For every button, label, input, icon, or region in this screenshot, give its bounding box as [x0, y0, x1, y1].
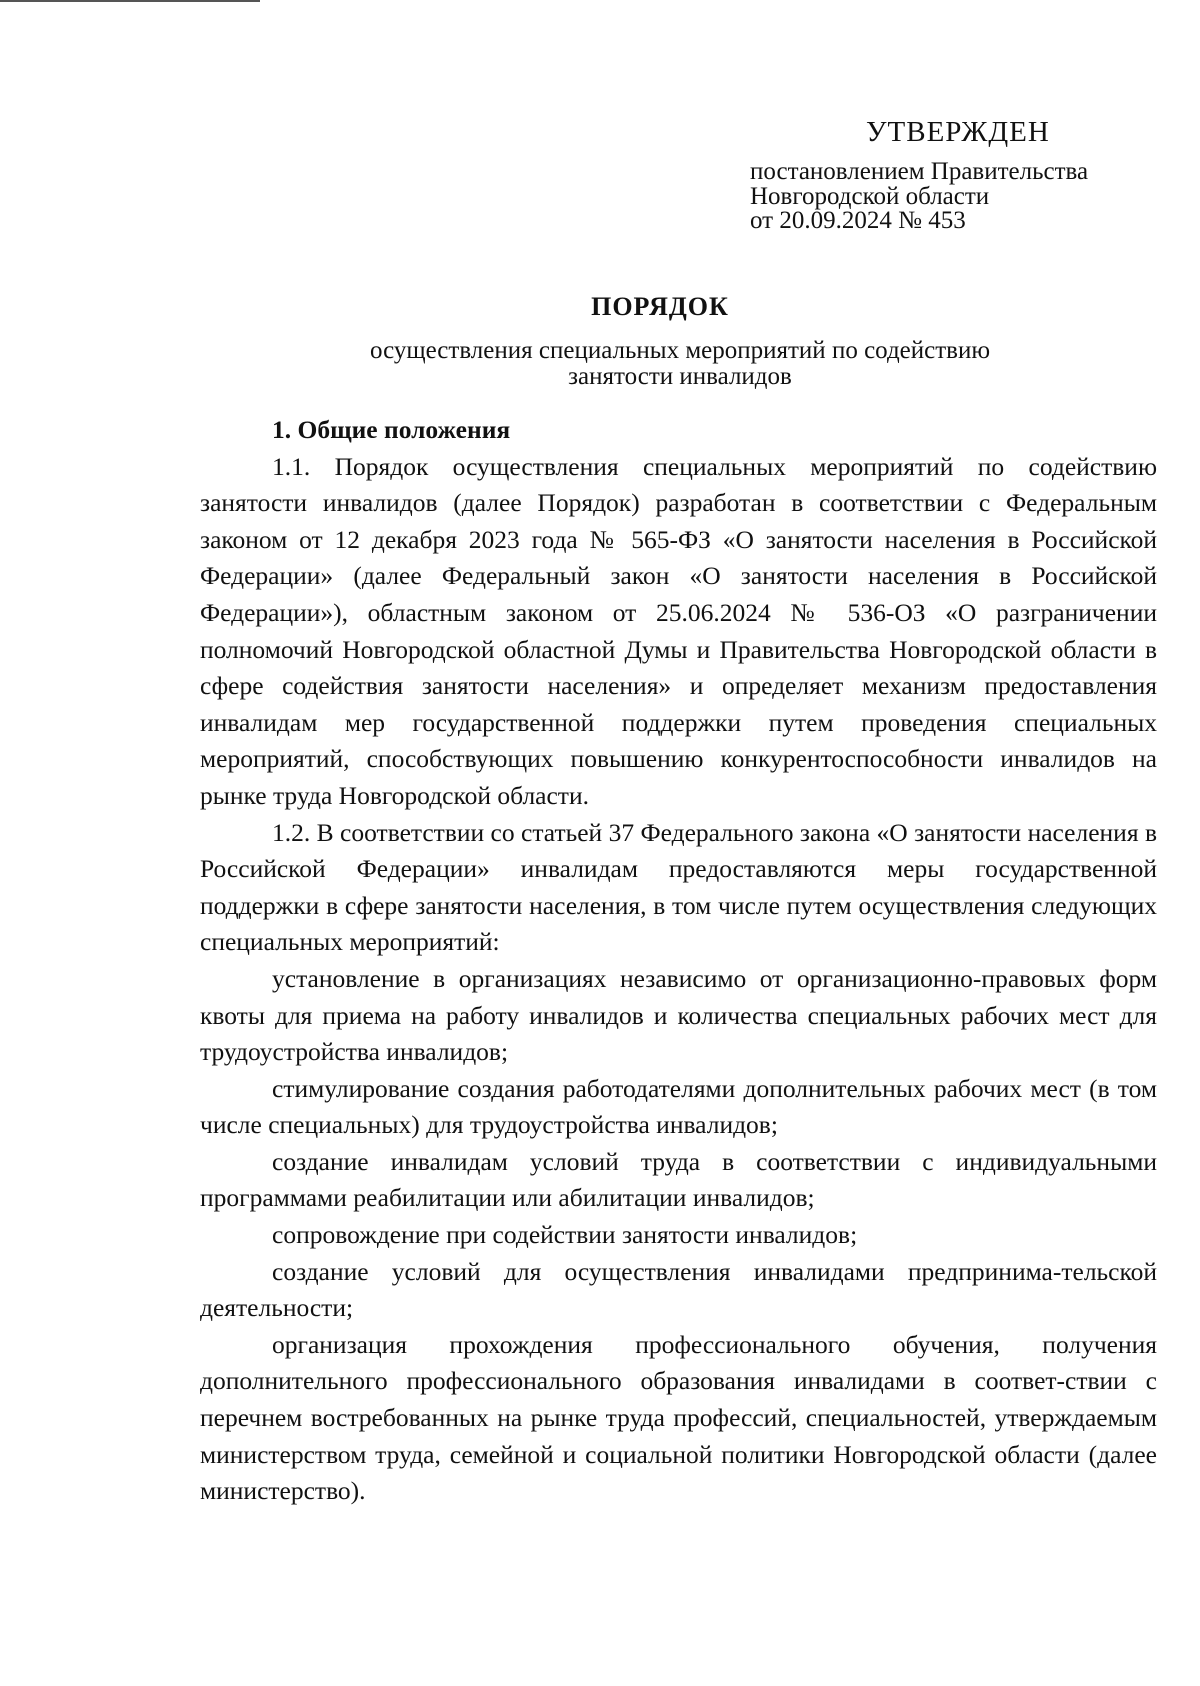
paragraph-1-2: 1.2. В соответствии со статьей 37 Федерального закона «О занятости населения в Российской Федерации» инвалидам предоставляются меры государственной поддержки в сфере занятости населения, в том числе путем осуществления следующих специальных мероприятий: — [200, 817, 1157, 957]
document-body — [200, 412, 1157, 1510]
measure-item: установление в организациях независимо от организационно-правовых форм квоты для приема на работу инвалидов и количества специальных рабочих мест для трудоустройства инвалидов; — [200, 963, 1157, 1067]
approval-line-1: постановлением Правительства — [750, 158, 1089, 185]
approval-line-2: Новгородской области — [750, 183, 990, 210]
subtitle-line-1: осуществления специальных мероприятий по содействию — [369, 337, 991, 364]
subtitle-line-2: занятости инвалидов — [568, 363, 792, 390]
section-heading: 1. Общие положения — [272, 415, 511, 444]
measure-item: организация прохождения профессионального обучения, получения дополнительного профессионального образования инвалидами в соответ-ствии с перечнем востребованных на рынке труда профессий, специальностей, утверждаемым министерством труда, семейной и социальной политики Новгородской области (далее министерство). — [200, 1329, 1157, 1506]
scan-edge-mark — [0, 0, 260, 2]
measure-item: сопровождение при содействии занятости инвалидов; — [272, 1220, 858, 1250]
measure-item: стимулирование создания работодателями дополнительных рабочих мест (в том числе специальных) для трудоустройства инвалидов; — [200, 1073, 1157, 1140]
measure-item: создание условий для осуществления инвалидами предпринима-тельской деятельности; — [200, 1256, 1157, 1323]
approval-status: УТВЕРЖДЕН — [866, 116, 1050, 148]
paragraph-1-1: 1.1. Порядок осуществления специальных мероприятий по содействию занятости инвалидов (далее Порядок) разработан в соответствии с Федеральным законом от 12 декабря 2023 года № 565-ФЗ «О занятости населения в Российской Федерации» (далее Федеральный закон «О занятости населения в Российской Федерации»), областным законом от 25.06.2024 № 536-ОЗ «О разграничении полномочий Новгородской областной Думы и Правительства Новгородской области в сфере содействия занятости населения» и определяет механизм предоставления инвалидам мер государственной поддержки путем проведения специальных мероприятий, способствующих повышению конкурентоспособности инвалидов на рынке труда Новгородской области. — [200, 451, 1157, 810]
document-subtitle — [300, 338, 1060, 390]
approval-line-3: от 20.09.2024 № 453 — [750, 207, 966, 234]
document-title: ПОРЯДОК — [591, 292, 729, 321]
measure-item: создание инвалидам условий труда в соответствии с индивидуальными программами реабилитации или абилитации инвалидов; — [200, 1146, 1157, 1213]
